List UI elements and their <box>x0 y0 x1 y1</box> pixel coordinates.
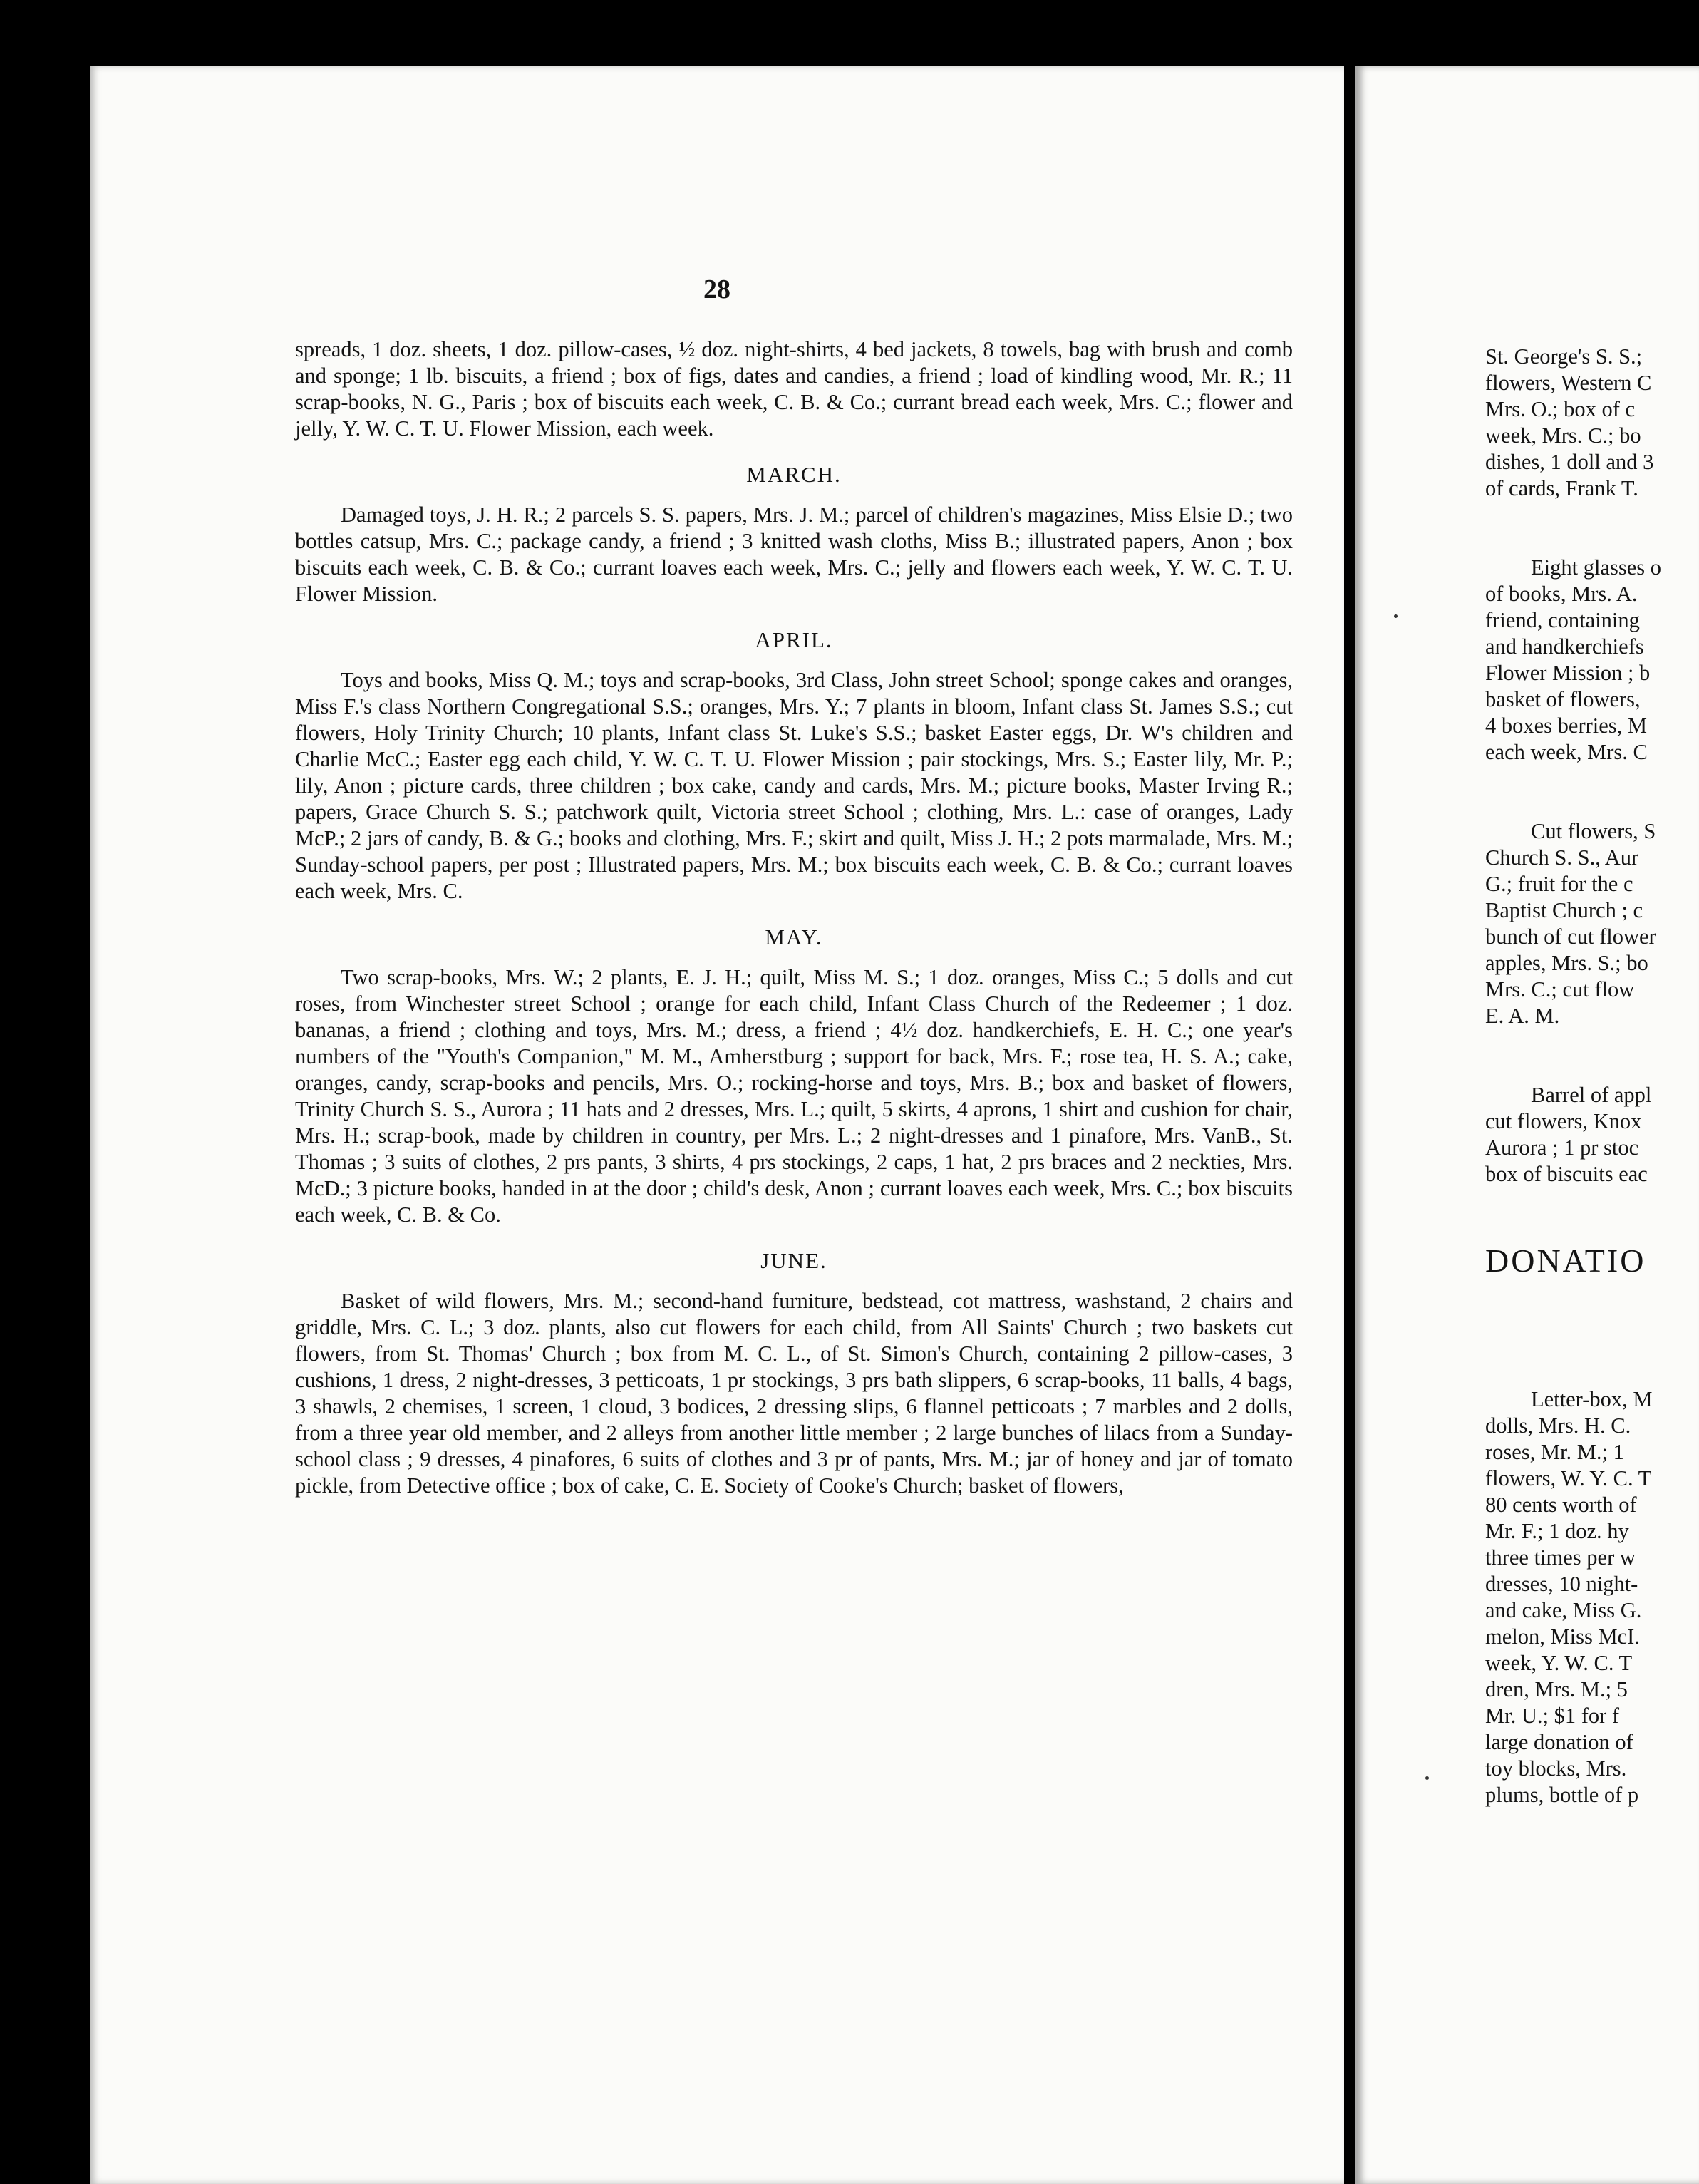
right-line: dishes, 1 doll and 3 <box>1485 450 1654 474</box>
section-heading-april: APRIL. <box>755 627 833 652</box>
right-line: dren, Mrs. M.; 5 <box>1485 1677 1628 1701</box>
right-line: Mrs. O.; box of c <box>1485 397 1636 421</box>
right-line: basket of flowers, <box>1485 687 1641 711</box>
right-line: week, Mrs. C.; bo <box>1485 423 1641 448</box>
right-line: apples, Mrs. S.; bo <box>1485 951 1648 975</box>
right-line: flowers, Western C <box>1485 371 1652 395</box>
right-page-content <box>1485 344 1699 1808</box>
section-text-march: Damaged toys, J. H. R.; 2 parcels S. S. papers, Mrs. J. M.; parcel of children's magazines, Miss Elsie D.; two bottles catsup, Mrs. C.; package candy, a friend ; 3 knitted wash cloths, Miss B.; illustrated papers, Anon ; box biscuits each week, C. B. & Co.; currant loaves each week, Mrs. C.; jelly and flowers each week, Y. W. C. T. U. Flower Mission. <box>295 503 1293 606</box>
right-line: and handkerchiefs <box>1485 634 1644 659</box>
right-line: Mr. F.; 1 doz. hy <box>1485 1519 1629 1543</box>
right-line: Eight glasses o <box>1531 555 1661 580</box>
right-line: of cards, Frank T. <box>1485 476 1638 500</box>
right-line: Mrs. C.; cut flow <box>1485 977 1635 1001</box>
right-line: E. A. M. <box>1485 1004 1560 1028</box>
right-line: toy blocks, Mrs. <box>1485 1756 1627 1781</box>
right-line: dolls, Mrs. H. C. <box>1485 1413 1631 1438</box>
right-line: Letter-box, M <box>1531 1387 1653 1411</box>
right-line: large donation of <box>1485 1730 1633 1754</box>
right-block-2 <box>1485 555 1699 766</box>
paper-speck <box>1394 614 1398 618</box>
right-block-1 <box>1485 344 1699 502</box>
right-block-4 <box>1485 1082 1699 1188</box>
right-line: of books, Mrs. A. <box>1485 582 1638 606</box>
right-block-3 <box>1485 818 1699 1029</box>
right-line: Baptist Church ; c <box>1485 898 1643 922</box>
right-page <box>1355 66 1699 2184</box>
right-line: Mr. U.; $1 for f <box>1485 1704 1620 1728</box>
page-number: 28 <box>703 274 730 304</box>
right-line: dresses, 10 night- <box>1485 1572 1638 1596</box>
paper-speck <box>1425 1776 1429 1780</box>
right-line: Flower Mission ; b <box>1485 661 1651 685</box>
right-line: cut flowers, Knox <box>1485 1109 1642 1133</box>
left-page <box>90 66 1344 2184</box>
section-heading-june: JUNE. <box>760 1248 827 1273</box>
right-line: Aurora ; 1 pr stoc <box>1485 1135 1639 1160</box>
right-line: Church S. S., Aur <box>1485 845 1639 870</box>
right-line: week, Y. W. C. T <box>1485 1651 1633 1675</box>
right-line: bunch of cut flower <box>1485 924 1656 949</box>
right-line: 80 cents worth of <box>1485 1493 1637 1517</box>
left-page-content <box>295 336 1293 1499</box>
right-line: Cut flowers, S <box>1531 819 1656 843</box>
opening-paragraph: spreads, 1 doz. sheets, 1 doz. pillow-cases, ½ doz. night-shirts, 4 bed jackets, 8 towels, bag with brush and comb and sponge; 1 lb. biscuits, a friend ; box of figs, dates and candies, a friend ; load of kindling wood, Mr. R.; 11 scrap-books, N. G., Paris ; box of biscuits each week, C. B. & Co.; currant bread each week, Mrs. C.; flower and jelly, Y. W. C. T. U. Flower Mission, each week. <box>295 337 1293 441</box>
section-text-may: Two scrap-books, Mrs. W.; 2 plants, E. J. H.; quilt, Miss M. S.; 1 doz. oranges, Miss C.; 5 dolls and cut roses, from Winchester street School ; orange for each child, Infant Class Church of the Redeemer ; 1 doz. bananas, a friend ; clothing and toys, Mrs. M.; dress, a friend ; 4½ doz. handkerchiefs, E. H. C.; one year's numbers of the "Youth's Companion," M. M., Amherstburg ; support for back, Mrs. F.; rose tea, H. S. A.; cake, oranges, candy, scrap-books and pencils, Mrs. O.; rocking-horse and toys, Mrs. B.; box and basket of flowers, Trinity Church S. S., Aurora ; 11 hats and 2 dresses, Mrs. L.; quilt, 5 skirts, 4 aprons, 1 shirt and cushion for chair, Mrs. H.; scrap-book, made by children in country, per Mrs. L.; 2 night-dresses and 1 pinafore, Mrs. VanB., St. Thomas ; 3 suits of clothes, 2 prs pants, 3 shirts, 4 prs stockings, 2 caps, 1 hat, 2 prs braces and 2 neckties, Mrs. McD.; 3 picture books, handed in at the door ; child's desk, Anon ; currant loaves each week, Mrs. C.; box biscuits each week, C. B. & Co. <box>295 965 1293 1227</box>
right-line: plums, bottle of p <box>1485 1783 1639 1807</box>
right-line: St. George's S. S.; <box>1485 344 1643 369</box>
section-heading-may: MAY. <box>765 924 823 949</box>
right-line: each week, Mrs. C <box>1485 740 1648 764</box>
right-line: three times per w <box>1485 1545 1636 1570</box>
right-line: Barrel of appl <box>1531 1083 1652 1107</box>
right-line: melon, Miss McI. <box>1485 1624 1640 1649</box>
section-text-june: Basket of wild flowers, Mrs. M.; second-hand furniture, bedstead, cot mattress, washstand, 2 chairs and griddle, Mrs. C. L.; 3 doz. plants, also cut flowers for each child, from All Saints' Church ; two baskets cut flowers, from St. Thomas' Church ; box from M. C. L., of St. Simon's Church, containing 2 pillow-cases, 3 cushions, 1 dress, 2 night-dresses, 3 petticoats, 1 pr stockings, 3 prs bath slippers, 6 scrap-books, 11 balls, 4 bags, 3 shawls, 2 chemises, 1 screen, 1 cloud, 3 bodices, 2 dressing slips, 6 flannel petticoats ; 7 marbles and 2 dolls, from a three year old member, and 2 alleys from another little member ; 2 large bunches of lilacs from a Sunday-school class ; 9 dresses, 4 pinafores, 6 suits of clothes and 3 pr of pants, Mrs. M.; jar of honey and jar of tomato pickle, from Detective office ; box of cake, C. E. Society of Cooke's Church; basket of flowers, <box>295 1289 1293 1498</box>
right-line: friend, containing <box>1485 608 1640 632</box>
right-block-final <box>1485 1386 1699 1808</box>
right-line: box of biscuits eac <box>1485 1162 1648 1186</box>
right-line: flowers, W. Y. C. T <box>1485 1466 1652 1490</box>
section-heading-march: MARCH. <box>746 462 842 487</box>
section-text-april: Toys and books, Miss Q. M.; toys and scrap-books, 3rd Class, John street School; sponge cakes and oranges, Miss F.'s class Northern Congregational S.S.; oranges, Mrs. Y.; 7 plants in bloom, Infant class St. James S.S.; cut flowers, Holy Trinity Church; 10 plants, Infant class St. Luke's S.S.; basket Easter eggs, Dr. W's children and Charlie McC.; Easter egg each child, Y. W. C. T. U. Flower Mission ; pair stockings, Mrs. S.; Easter lily, Mr. P.; lily, Anon ; picture cards, three children ; box cake, candy and cards, Mrs. M.; picture books, Master Irving R.; papers, Grace Church S. S.; patchwork quilt, Victoria street School ; clothing, Mrs. L.: case of oranges, Lady McP.; 2 jars of candy, B. & G.; books and clothing, Mrs. F.; skirt and quilt, Miss J. H.; 2 pots marmalade, Mrs. M.; Sunday-school papers, per post ; Illustrated papers, Mrs. M.; box biscuits each week, C. B. & Co.; currant loaves each week, Mrs. C. <box>295 668 1293 903</box>
donations-heading: DONATIO <box>1485 1242 1646 1279</box>
right-line: roses, Mr. M.; 1 <box>1485 1440 1624 1464</box>
right-line: G.; fruit for the c <box>1485 872 1633 896</box>
right-line: and cake, Miss G. <box>1485 1598 1642 1622</box>
right-line: 4 boxes berries, M <box>1485 714 1648 738</box>
